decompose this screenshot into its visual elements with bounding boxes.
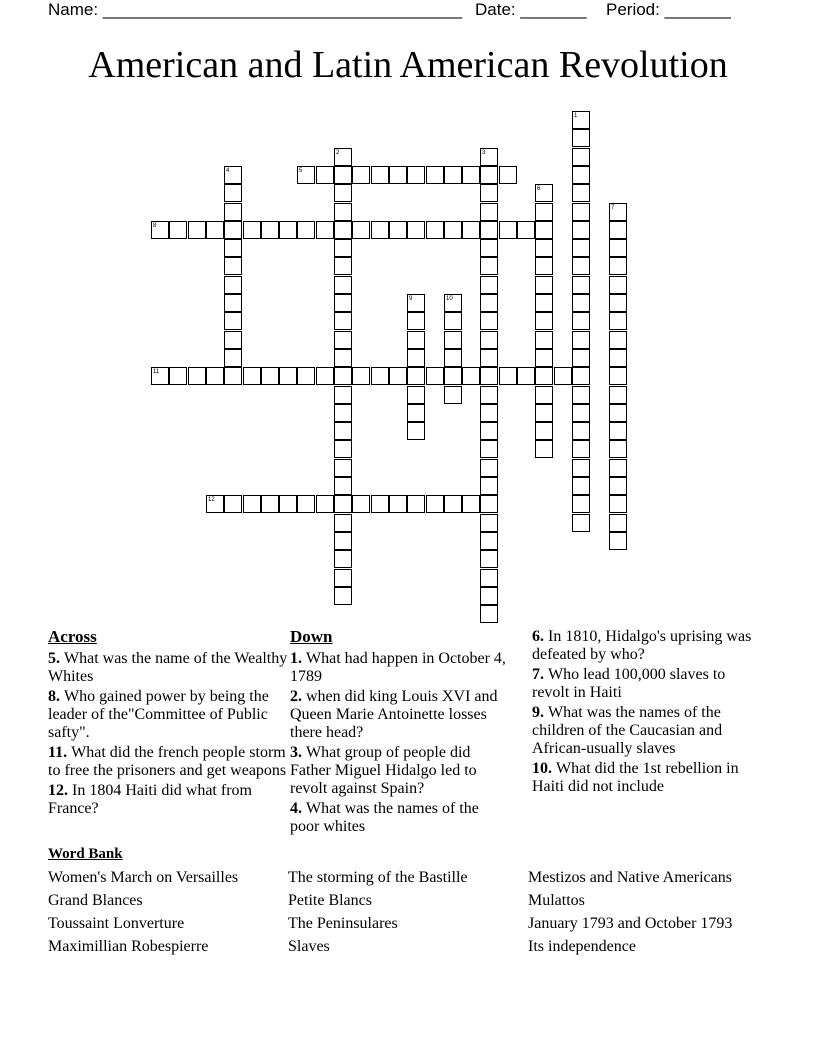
grid-cell[interactable] [572,276,590,294]
grid-cell[interactable] [572,294,590,312]
grid-cell[interactable] [572,495,590,513]
clue-text: What did the french people storm to free the prisoners and get weapons [48,744,287,779]
grid-cell[interactable] [224,294,242,312]
grid-cell[interactable] [334,184,352,202]
grid-cell[interactable] [389,367,407,385]
grid-cell[interactable] [334,514,352,532]
grid-cell[interactable] [334,477,352,495]
clue-text: when did king Louis XVI and Queen Marie Antoinette losses there head? [290,688,498,741]
clue-number: 10. [532,760,556,777]
period-field[interactable]: Period: _______ [606,0,731,19]
grid-cell[interactable] [535,239,553,257]
grid-cell[interactable] [224,166,242,184]
grid-cell[interactable] [151,221,169,239]
grid-cell[interactable] [407,221,425,239]
word-bank-item: Grand Blances [48,892,143,909]
grid-cell[interactable] [535,203,553,221]
grid-cell[interactable] [279,495,297,513]
clue [290,800,510,836]
grid-cell[interactable] [334,386,352,404]
grid-cell[interactable] [224,349,242,367]
grid-cell[interactable] [609,203,627,221]
grid-cell[interactable] [224,276,242,294]
grid-cell[interactable] [261,495,279,513]
grid-cell[interactable] [334,166,352,184]
grid-cell[interactable] [462,221,480,239]
grid-cell[interactable] [609,532,627,550]
word-bank-item: Maximillian Robespierre [48,938,209,955]
down-clues-continued [532,628,762,798]
clue [290,744,510,798]
grid-cell[interactable] [444,331,462,349]
word-bank-item: Mulattos [528,892,585,909]
word-bank-heading: Word Bank [48,846,123,862]
grid-cell[interactable] [480,367,498,385]
grid-cell[interactable] [609,349,627,367]
clue-number: 12 [208,497,215,503]
grid-cell[interactable] [499,166,517,184]
grid-cell[interactable] [609,404,627,422]
grid-cell[interactable] [572,239,590,257]
grid-cell[interactable] [334,203,352,221]
grid-cell[interactable] [407,367,425,385]
grid-cell[interactable] [316,367,334,385]
grid-cell[interactable] [389,166,407,184]
grid-cell[interactable] [572,477,590,495]
grid-cell[interactable] [444,166,462,184]
grid-cell[interactable] [224,239,242,257]
clue-number: 2. [290,688,306,705]
clue-number: 4. [290,800,306,817]
grid-cell[interactable] [407,312,425,330]
grid-cell[interactable] [480,386,498,404]
clue-number: 5 [299,168,303,174]
grid-cell[interactable] [480,532,498,550]
clue-text: What was the names of the poor whites [290,800,479,835]
down-clues [290,628,510,838]
grid-cell[interactable] [371,166,389,184]
grid-cell[interactable] [480,477,498,495]
grid-cell[interactable] [480,331,498,349]
clue-number: 10 [446,296,453,302]
grid-cell[interactable] [279,367,297,385]
grid-cell[interactable] [371,495,389,513]
grid-cell[interactable] [334,148,352,166]
grid-cell[interactable] [334,532,352,550]
grid-cell[interactable] [407,166,425,184]
word-bank-item: Petite Blancs [288,892,372,909]
grid-cell[interactable] [334,312,352,330]
grid-cell[interactable] [480,312,498,330]
grid-cell[interactable] [224,312,242,330]
grid-cell[interactable] [572,129,590,147]
grid-cell[interactable] [334,440,352,458]
grid-cell[interactable] [407,422,425,440]
grid-cell[interactable] [480,148,498,166]
grid-cell[interactable] [371,367,389,385]
grid-cell[interactable] [480,404,498,422]
clue-text: What was the names of the children of the Caucasian and African-usually slaves [532,704,723,757]
word-bank-item: The storming of the Bastille [288,869,468,886]
grid-cell[interactable] [535,331,553,349]
grid-cell[interactable] [334,276,352,294]
grid-cell[interactable] [535,257,553,275]
grid-cell[interactable] [480,184,498,202]
date-field[interactable]: Date: _______ [475,0,587,19]
name-field[interactable]: Name: ______________________________________ [48,0,463,19]
grid-cell[interactable] [407,404,425,422]
page-title: American and Latin American Revolution [88,44,728,86]
grid-cell[interactable] [609,422,627,440]
grid-cell[interactable] [316,495,334,513]
grid-cell[interactable] [535,349,553,367]
grid-cell[interactable] [609,514,627,532]
grid-cell[interactable] [334,459,352,477]
grid-cell[interactable] [572,111,590,129]
grid-cell[interactable] [334,221,352,239]
grid-cell[interactable] [407,331,425,349]
clue [290,688,510,742]
grid-cell[interactable] [206,367,224,385]
grid-cell[interactable] [535,276,553,294]
grid-cell[interactable] [444,312,462,330]
grid-cell[interactable] [572,386,590,404]
grid-cell[interactable] [535,184,553,202]
grid-cell[interactable] [334,422,352,440]
clue-text: In 1810, Hidalgo's uprising was defeated by who? [532,628,752,663]
grid-cell[interactable] [224,257,242,275]
grid-cell[interactable] [224,331,242,349]
grid-cell[interactable] [389,221,407,239]
grid-cell[interactable] [480,459,498,477]
word-bank-item: Toussaint Lonverture [48,915,185,932]
grid-cell[interactable] [572,349,590,367]
grid-cell[interactable] [535,312,553,330]
grid-cell[interactable] [444,367,462,385]
grid-cell[interactable] [188,221,206,239]
grid-cell[interactable] [224,221,242,239]
grid-cell[interactable] [480,221,498,239]
clue-number: 8. [48,688,64,705]
grid-cell[interactable] [535,221,553,239]
grid-cell[interactable] [426,221,444,239]
grid-cell[interactable] [444,495,462,513]
grid-cell[interactable] [352,166,370,184]
grid-cell[interactable] [334,495,352,513]
clue [48,744,288,780]
grid-cell[interactable] [224,184,242,202]
grid-cell[interactable] [352,367,370,385]
grid-cell[interactable] [407,349,425,367]
clue-number: 11 [153,369,160,375]
grid-cell[interactable] [426,367,444,385]
clue-text: Who lead 100,000 slaves to revolt in Haiti [532,666,726,701]
grid-cell[interactable] [535,422,553,440]
grid-cell[interactable] [572,148,590,166]
clue-number: 1. [290,650,306,667]
grid-cell[interactable] [609,367,627,385]
grid-cell[interactable] [480,166,498,184]
grid-cell[interactable] [609,331,627,349]
grid-cell[interactable] [609,459,627,477]
clue-number: 9. [532,704,548,721]
grid-cell[interactable] [297,495,315,513]
clue [532,704,762,758]
grid-cell[interactable] [352,495,370,513]
grid-cell[interactable] [316,221,334,239]
grid-cell[interactable] [243,221,261,239]
grid-cell[interactable] [334,569,352,587]
clue-text: What had happen in October 4, 1789 [290,650,506,685]
clue-number: 3. [290,744,306,761]
grid-cell[interactable] [480,349,498,367]
grid-cell[interactable] [499,367,517,385]
grid-cell[interactable] [480,239,498,257]
grid-cell[interactable] [224,367,242,385]
grid-cell[interactable] [517,367,535,385]
grid-cell[interactable] [572,367,590,385]
clue [532,628,762,664]
grid-cell[interactable] [480,495,498,513]
grid-cell[interactable] [480,422,498,440]
clue-number: 12. [48,782,72,799]
grid-cell[interactable] [243,495,261,513]
clue-number: 11. [48,744,72,761]
grid-cell[interactable] [334,294,352,312]
grid-cell[interactable] [188,367,206,385]
grid-cell[interactable] [243,367,261,385]
grid-cell[interactable] [279,221,297,239]
grid-cell[interactable] [572,459,590,477]
grid-cell[interactable] [334,257,352,275]
grid-cell[interactable] [426,166,444,184]
grid-cell[interactable] [480,203,498,221]
grid-cell[interactable] [261,367,279,385]
across-clues [48,628,288,820]
grid-cell[interactable] [609,221,627,239]
word-bank-item: Women's March on Versailles [48,869,239,886]
word-bank-item: Slaves [288,938,330,955]
grid-cell[interactable] [480,605,498,623]
grid-cell[interactable] [316,166,334,184]
grid-cell[interactable] [444,386,462,404]
clue-number: 4 [226,168,230,174]
grid-cell[interactable] [480,514,498,532]
grid-cell[interactable] [535,367,553,385]
grid-cell[interactable] [334,550,352,568]
grid-cell[interactable] [572,312,590,330]
grid-cell[interactable] [572,203,590,221]
grid-cell[interactable] [480,587,498,605]
clue [48,688,288,742]
grid-cell[interactable] [609,386,627,404]
word-bank-item: Mestizos and Native Americans [528,869,732,886]
grid-cell[interactable] [609,440,627,458]
clue [48,782,288,818]
grid-cell[interactable] [224,495,242,513]
grid-cell[interactable] [334,349,352,367]
grid-cell[interactable] [334,367,352,385]
grid-cell[interactable] [444,294,462,312]
grid-cell[interactable] [572,440,590,458]
clue-number: 7. [532,666,548,683]
clue-number: 5. [48,650,64,667]
grid-cell[interactable] [352,221,370,239]
grid-cell[interactable] [480,276,498,294]
grid-cell[interactable] [535,386,553,404]
clue-number: 3 [482,150,486,156]
down-heading: Down [290,627,333,646]
grid-cell[interactable] [444,349,462,367]
grid-cell[interactable] [535,294,553,312]
grid-cell[interactable] [389,495,407,513]
clue-number: 8 [153,223,157,229]
grid-cell[interactable] [480,257,498,275]
grid-cell[interactable] [206,495,224,513]
clue-number: 1 [574,113,578,119]
grid-cell[interactable] [554,367,572,385]
clue-number: 9 [409,296,413,302]
grid-cell[interactable] [572,422,590,440]
grid-cell[interactable] [609,312,627,330]
grid-cell[interactable] [151,367,169,385]
grid-cell[interactable] [334,587,352,605]
grid-cell[interactable] [609,495,627,513]
clue-text: Who gained power by being the leader of the"Committee of Public safty". [48,688,269,741]
clue [48,650,288,686]
grid-cell[interactable] [169,221,187,239]
grid-cell[interactable] [169,367,187,385]
grid-cell[interactable] [462,166,480,184]
grid-cell[interactable] [480,294,498,312]
grid-cell[interactable] [609,294,627,312]
grid-cell[interactable] [572,184,590,202]
grid-cell[interactable] [261,221,279,239]
grid-cell[interactable] [407,386,425,404]
clue-number: 7 [611,205,615,211]
grid-cell[interactable] [206,221,224,239]
grid-cell[interactable] [426,495,444,513]
grid-cell[interactable] [572,331,590,349]
clue-number: 2 [336,150,340,156]
clue-text: In 1804 Haiti did what from France? [48,782,252,817]
grid-cell[interactable] [407,495,425,513]
grid-cell[interactable] [572,257,590,275]
grid-cell[interactable] [480,550,498,568]
grid-cell[interactable] [297,367,315,385]
grid-cell[interactable] [444,221,462,239]
grid-cell[interactable] [535,404,553,422]
grid-cell[interactable] [572,166,590,184]
grid-cell[interactable] [407,294,425,312]
grid-cell[interactable] [334,404,352,422]
grid-cell[interactable] [499,221,517,239]
grid-cell[interactable] [480,569,498,587]
word-bank-item: Its independence [528,938,636,955]
clue-number: 6 [537,186,541,192]
grid-cell[interactable] [517,221,535,239]
clue-text: What group of people did Father Miguel Hidalgo led to revolt against Spain? [290,744,477,797]
grid-cell[interactable] [297,221,315,239]
grid-cell[interactable] [462,367,480,385]
clue-number: 6. [532,628,548,645]
clue [532,666,762,702]
grid-cell[interactable] [462,495,480,513]
grid-cell[interactable] [371,221,389,239]
clue-text: What was the name of the Wealthy Whites [48,650,288,685]
word-bank-item: The Peninsulares [288,915,398,932]
grid-cell[interactable] [334,239,352,257]
grid-cell[interactable] [572,404,590,422]
grid-cell[interactable] [609,276,627,294]
grid-cell[interactable] [609,239,627,257]
grid-cell[interactable] [535,440,553,458]
word-bank-item: January 1793 and October 1793 [528,915,733,932]
grid-cell[interactable] [609,477,627,495]
grid-cell[interactable] [224,203,242,221]
grid-cell[interactable] [480,440,498,458]
grid-cell[interactable] [572,514,590,532]
across-heading: Across [48,627,97,646]
grid-cell[interactable] [334,331,352,349]
grid-cell[interactable] [572,221,590,239]
clue [532,760,762,796]
grid-cell[interactable] [609,257,627,275]
clue-text: What did the 1st rebellion in Haiti did not include [532,760,739,795]
grid-cell[interactable] [297,166,315,184]
clue [290,650,510,686]
